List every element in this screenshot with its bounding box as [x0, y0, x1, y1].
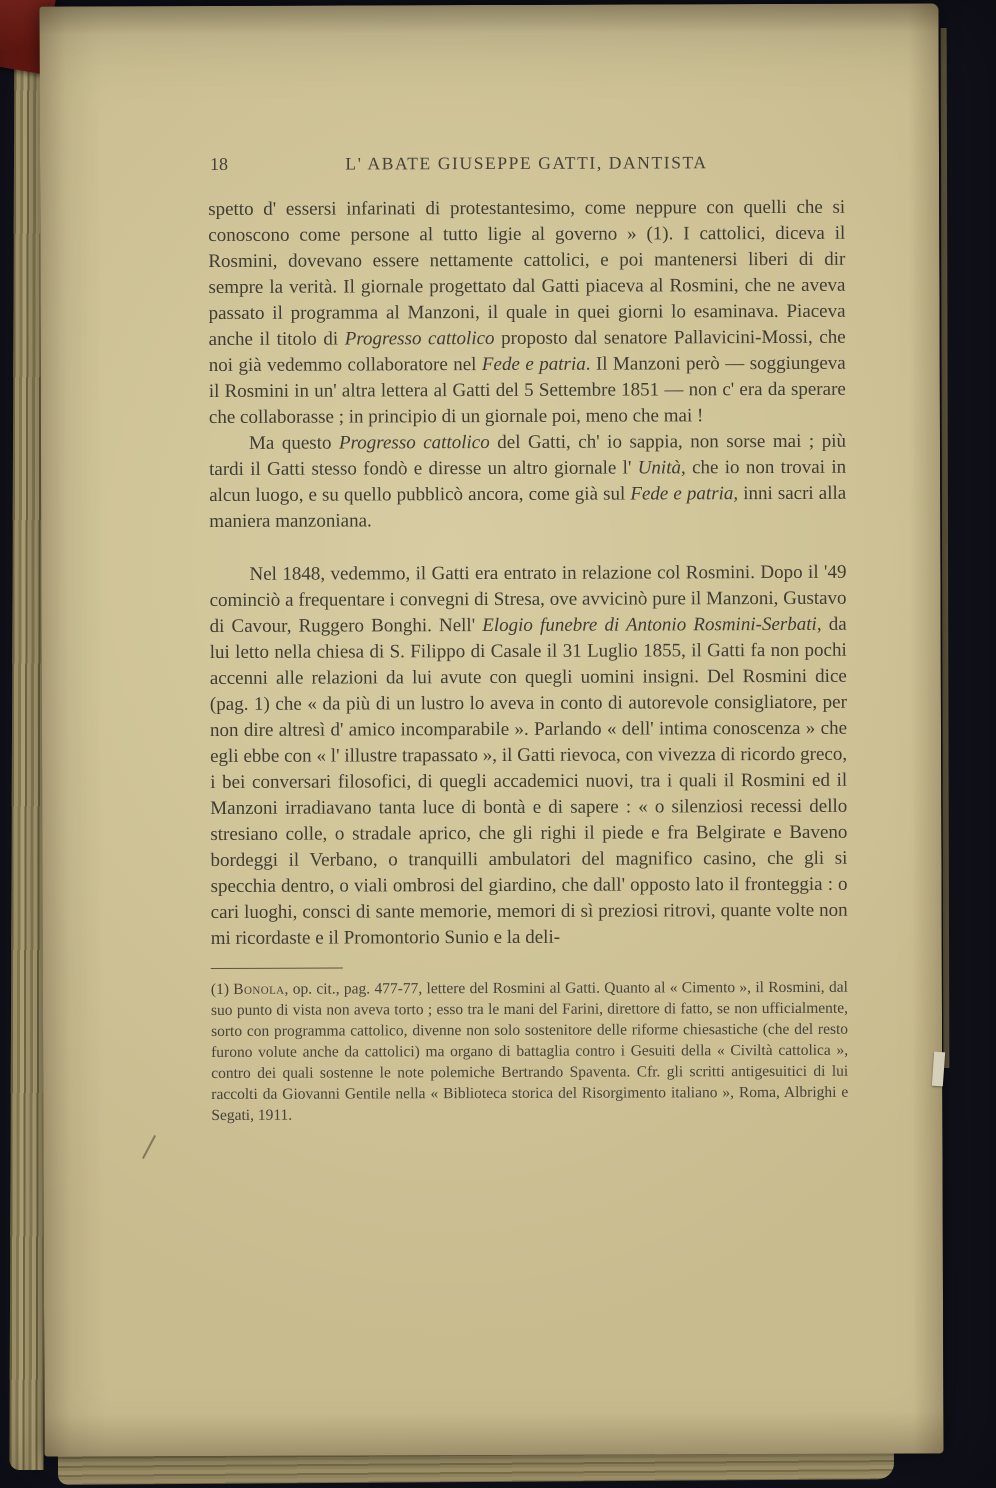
- paragraph: spetto d' essersi infarinati di protestantesimo, come neppure con quelli che si conoscono come persone al tutto ligie al governo » (1). I cattolici, diceva il Rosmini, dovevano essere nettamente cattolici, e poi mantenersi liberi di dir sempre la verità. Il giornale progettato dal Gatti piaceva al Rosmini, che ne aveva passato il programma al Manzoni, il quale in quei giorni lo esaminava. Piaceva anche il titolo di Progresso cattolico proposto dal senatore Pallavicini-Mossi, che noi già vedemmo collaboratore nel Fede e patria. Il Manzoni però — soggiungeva il Rosmini in un' altra lettera al Gatti del 5 Settembre 1851 — non c' era da sperare che collaborasse ; in principio di un giornale poi, meno che mai !: [208, 196, 846, 428]
- body-text: [208, 195, 848, 952]
- paragraph: Ma questo Progresso cattolico del Gatti, ch' io sappia, non sorse mai ; più tardi il Gatti stesso fondò e diresse un altro giornale l' Unità, che io non trovai in alcun luogo, e su quello pubblicò ancora, come già sul Fede e patria, inni sacri alla maniera manzoniana.: [209, 430, 847, 532]
- page-fore-edge: [941, 28, 950, 1068]
- book-page: [39, 3, 943, 1456]
- footnote-rule: [211, 968, 343, 969]
- running-header-title: L' ABATE GIUSEPPE GATTI, DANTISTA: [345, 152, 708, 174]
- running-header: [208, 152, 845, 175]
- paragraph: Nel 1848, vedemmo, il Gatti era entrato in relazione col Rosmini. Dopo il '49 cominciò a frequentare i convegni di Stresa, ove avvicinò pure il Manzoni, Gustavo di Cavour, Ruggero Bonghi. Nell' Elogio funebre di Antonio Rosmini-Serbati, da lui letto nella chiesa di S. Filippo di Casale il 31 Luglio 1855, il Gatti fa non pochi accenni alle relazioni da lui avute con quegli uomini insigni. Del Rosmini dice (pag. 1) che « da più di un lustro lo aveva in conto di autorevole consigliatore, per non dire altresì d' amico incomparabile ». Parlando « dell' intima conoscenza » che egli ebbe con « l' illustre trapassato », il Gatti rievoca, con vivezza di ricordo greco, i bei conversari filosofici, di quegli accademici nuovi, tra i quali il Rosmini ed il Manzoni irradiavano tanta luce di bontà e di sapere : « o silenziosi recessi dello stresiano colle, o stradale aprico, che gli righi il piede e fra Belgirate e Baveno bordeggi il Verbano, o tranquilli ambulatori del magnifico casino, che gli si specchia dentro, o viali ombrosi del giardino, che dall' opposto lato il fronteggia : o cari luoghi, consci di sante memorie, memori di sì preziosi ritrovi, quante volte non mi ricordaste e il Promontorio Sunio e la deli-: [209, 561, 848, 949]
- page-marker-tab: [932, 1052, 945, 1087]
- page-content: [39, 3, 943, 1456]
- footnote: (1) Bonola, op. cit., pag. 477-77, lettere del Rosmini al Gatti. Quanto al « Cimento », il Rosmini, dal suo punto di vista non aveva torto ; esso tra le mani del Farini, direttore di fatto, se non ufficialmente, sorto con programma cattolico, divenne non solo sostenitore delle riforme chiesastiche (che del resto furono volute anche da cattolici) ma organo di battaglia contro i Gesuiti della « Civiltà cattolica », contro dei quali sostenne le note polemiche Bertrando Spaventa. Cfr. gli scritti antigesuitici di lui raccolti da Giovanni Gentile nella « Biblioteca storica del Risorgimento italiano », Roma, Albrighi e Segati, 1911.: [210, 978, 849, 1124]
- page-number: 18: [209, 153, 229, 174]
